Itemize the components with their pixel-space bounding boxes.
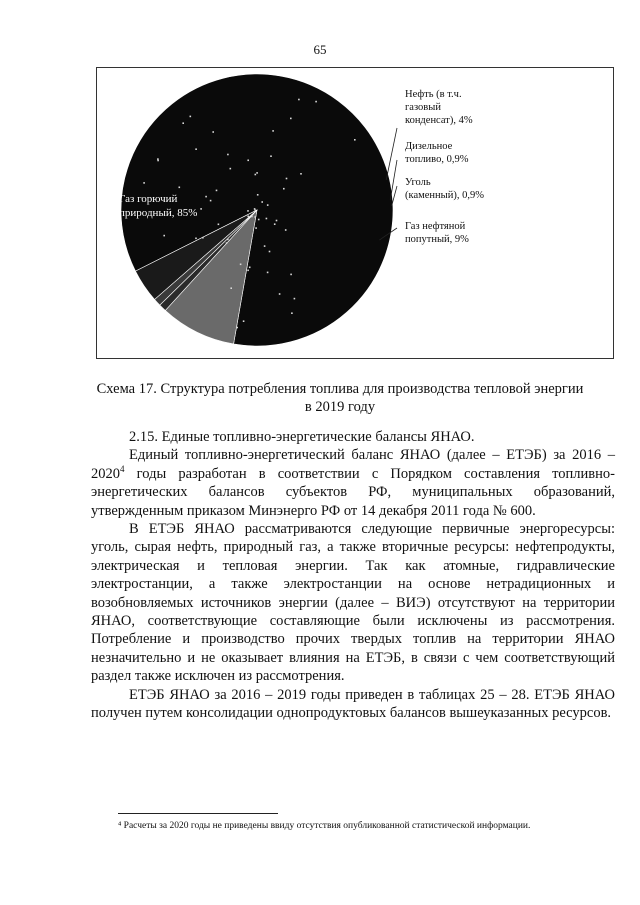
pie-texture-dot bbox=[267, 272, 269, 274]
paragraph-1-a: Единый топливно-энергетический баланс ЯНАО (далее – ЕТЭБ) за 2016 – 2020 bbox=[91, 447, 615, 482]
pie-texture-dot bbox=[254, 208, 256, 210]
figure-caption bbox=[70, 380, 610, 416]
label-coal-line2: (каменный), 0,9% bbox=[405, 190, 484, 201]
pie-texture-dot bbox=[285, 229, 287, 231]
label-diesel-line2: топливо, 0,9% bbox=[405, 154, 469, 165]
pie-texture-dot bbox=[247, 160, 249, 162]
label-coal bbox=[405, 176, 484, 202]
pie-texture-dot bbox=[269, 251, 271, 253]
pie-texture-dot bbox=[205, 196, 207, 198]
pie-texture-dot bbox=[200, 208, 202, 210]
pie-texture-dot bbox=[163, 235, 165, 237]
pie-texture-dot bbox=[182, 122, 184, 124]
pie-texture-dot bbox=[264, 245, 266, 247]
paragraph-1 bbox=[91, 446, 615, 520]
leader-diesel bbox=[390, 160, 397, 200]
label-gas-natural bbox=[119, 192, 197, 220]
pie-texture-dot bbox=[247, 216, 249, 218]
pie-texture-dot bbox=[190, 116, 192, 118]
pie-texture-dot bbox=[266, 218, 268, 220]
pie-texture-dot bbox=[143, 182, 145, 184]
pie-chart bbox=[96, 67, 614, 359]
leader-oil bbox=[386, 128, 397, 180]
pie-texture-dot bbox=[267, 204, 269, 206]
pie-texture-dot bbox=[255, 174, 257, 176]
pie-texture-dot bbox=[212, 131, 214, 133]
paragraph-3: ЕТЭБ ЯНАО за 2016 – 2019 годы приведен в таблицах 25 – 28. ЕТЭБ ЯНАО получен путем консолидации однопродуктовых балансов вышеуказанных ресурсов. bbox=[91, 686, 615, 722]
pie-texture-dot bbox=[179, 187, 181, 189]
label-gas-natural-line1: Газ горючий bbox=[119, 193, 178, 205]
pie-texture-dot bbox=[236, 327, 238, 329]
pie-texture-dot bbox=[227, 154, 229, 156]
pie-texture-dot bbox=[300, 173, 302, 175]
pie-texture-dot bbox=[210, 200, 212, 202]
pie-texture-dot bbox=[230, 168, 232, 170]
pie-texture-dot bbox=[258, 219, 260, 221]
footnote-divider bbox=[118, 813, 278, 814]
pie-texture-dot bbox=[226, 242, 228, 244]
body-text bbox=[91, 428, 615, 723]
pie-texture-dot bbox=[270, 155, 272, 157]
label-gas-associated-line1: Газ нефтяной bbox=[405, 221, 466, 232]
pie-texture-dot bbox=[354, 139, 356, 141]
paragraph-1-b: годы разработан в соответствии с Порядком составления топливно-энергетических балансов субъектов РФ, муниципальных образований, утвержденным приказом Минэнерго РФ от 14 декабря 2011 года № 600. bbox=[91, 465, 615, 519]
pie-texture-dot bbox=[261, 201, 263, 203]
label-oil-line2: газовый bbox=[405, 102, 441, 113]
figure-caption-line2: в 2019 году bbox=[304, 399, 376, 415]
figure-caption-line1: Схема 17. Структура потребления топлива для производства тепловой энергии bbox=[96, 381, 584, 397]
pie-texture-dot bbox=[195, 148, 197, 150]
pie-texture-dot bbox=[254, 216, 256, 218]
pie-texture-dot bbox=[254, 210, 256, 212]
pie-texture-dot bbox=[283, 188, 285, 190]
page-number: 65 bbox=[313, 42, 327, 57]
pie-texture-dot bbox=[294, 298, 296, 300]
section-heading: 2.15. Единые топливно-энергетические балансы ЯНАО. bbox=[129, 429, 475, 445]
pie-texture-dot bbox=[227, 239, 229, 241]
label-gas-natural-line2: природный, 85% bbox=[119, 207, 198, 219]
pie-texture-dot bbox=[218, 224, 220, 226]
pie-texture-dot bbox=[315, 101, 317, 103]
pie-texture-dot bbox=[247, 210, 249, 212]
pie-texture-dot bbox=[243, 320, 245, 322]
pie-texture-dot bbox=[272, 130, 274, 132]
label-coal-line1: Уголь bbox=[405, 177, 431, 188]
pie-texture-dot bbox=[249, 267, 251, 269]
pie-texture-dot bbox=[216, 190, 218, 192]
pie-texture-dot bbox=[257, 194, 259, 196]
paragraph-2: В ЕТЭБ ЯНАО рассматриваются следующие первичные энергоресурсы: уголь, сырая нефть, природный газ, а также вторичные ресурсы: нефтепродукты, электрическая и тепловая энергии. Так как атомные, гидравлические электростанции, а также электростанции на основе нетрадиционных и возобновляемых источников энергии (далее – ВИЭ) отсутствуют на территории ЯНАО, соответствующие составляющие были исключены из рассмотрения. Потребление и производство прочих твердых топлив на территории ЯНАО незначительно и не оказывает влияния на ЕТЭБ, в связи с чем соответствующий раздел также исключен из рассмотрения. bbox=[91, 521, 615, 685]
pie-texture-dot bbox=[256, 172, 258, 174]
footnote: ⁴ Расчеты за 2020 годы не приведены ввиду отсутствия опубликованной статистической информации. bbox=[118, 821, 531, 831]
pie-texture-dot bbox=[195, 238, 197, 240]
pie-texture-dot bbox=[157, 158, 159, 160]
label-oil-line3: конденсат), 4% bbox=[405, 115, 473, 126]
pie-texture-dot bbox=[276, 220, 278, 222]
label-gas-associated-line2: попутный, 9% bbox=[405, 234, 469, 245]
label-oil bbox=[405, 88, 473, 127]
pie-texture-dot bbox=[286, 178, 288, 180]
pie-texture-dot bbox=[298, 99, 300, 101]
pie-texture-dot bbox=[157, 160, 159, 162]
label-gas-associated bbox=[405, 220, 469, 246]
label-oil-line1: Нефть (в т.ч. bbox=[405, 89, 462, 100]
label-diesel-line1: Дизельное bbox=[405, 141, 453, 152]
pie-texture-dot bbox=[290, 118, 292, 120]
pie-texture-dot bbox=[240, 264, 242, 266]
footnote-ref: 4 bbox=[120, 463, 125, 474]
pie-texture-dot bbox=[291, 312, 293, 314]
pie-texture-dot bbox=[202, 237, 204, 239]
pie-texture-dot bbox=[274, 223, 276, 225]
pie-texture-dot bbox=[279, 293, 281, 295]
pie-texture-dot bbox=[251, 216, 253, 218]
label-diesel bbox=[405, 140, 468, 166]
pie-texture-dot bbox=[247, 270, 249, 272]
pie-texture-dot bbox=[290, 274, 292, 276]
pie-texture-dot bbox=[255, 227, 257, 229]
pie-texture-dot bbox=[230, 287, 232, 289]
